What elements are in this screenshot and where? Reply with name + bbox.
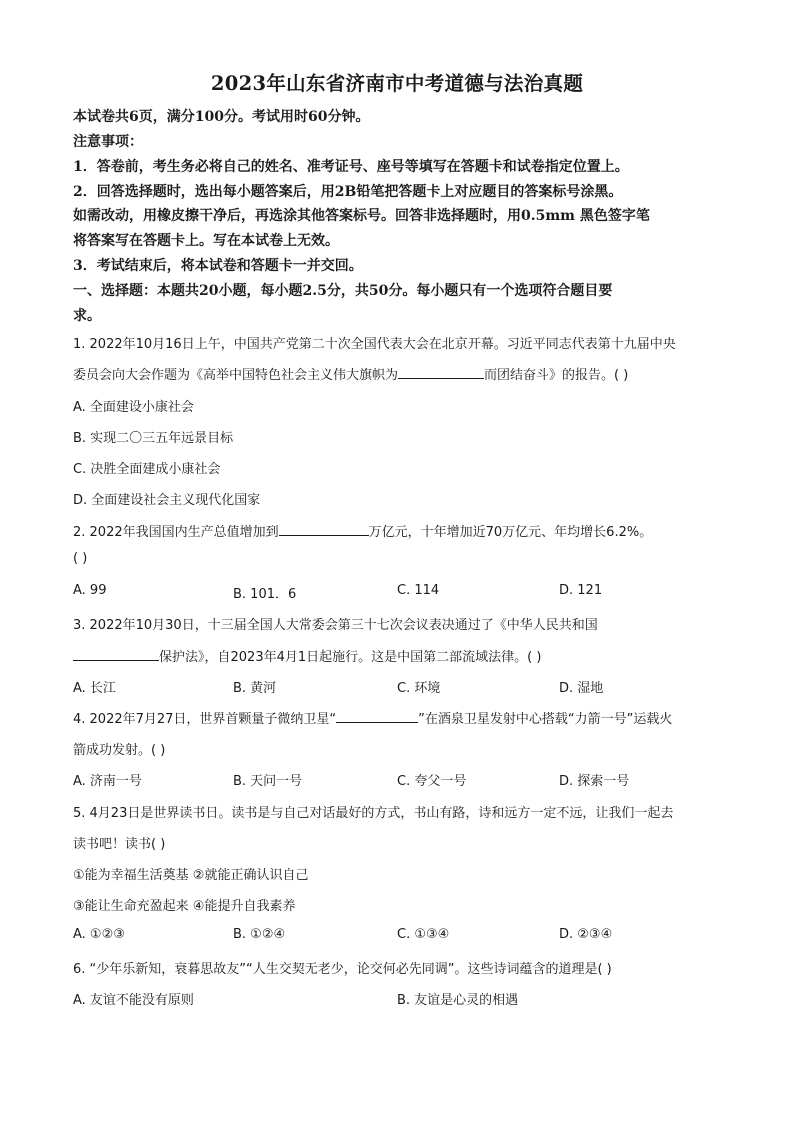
- q3-answer-blank: [73, 648, 159, 661]
- q2-stem-part-2: 万亿元，十年增加近70万亿元、年均增长6.2%。: [368, 525, 653, 540]
- q1-option-c: C. 决胜全面建成小康社会: [73, 462, 221, 477]
- q5-option-c: C. ①③④: [397, 927, 450, 942]
- q4-option-d: D. 探索一号: [559, 774, 630, 789]
- q4-stem-line-2: 箭成功发射。( ): [73, 743, 166, 758]
- q3-option-c: C. 环境: [397, 681, 441, 696]
- q6-option-a: A. 友谊不能没有原则: [73, 993, 194, 1008]
- q3-option-d: D. 湿地: [559, 681, 604, 696]
- notice-2-line-1: 2．回答选择题时，选出每小题答案后，用2B铅笔把答题卡上对应题目的答案标号涂黑。: [73, 184, 623, 200]
- q4-stem-part-1: 4. 2022年7月27日，世界首颗量子微纳卫星“: [73, 712, 337, 727]
- q2-stem-part-1: 2. 2022年我国国内生产总值增加到: [73, 525, 279, 540]
- q4-option-b: B. 天问一号: [233, 774, 303, 789]
- q2-option-d: D. 121: [559, 583, 603, 598]
- q2-stem-line-1: [73, 521, 652, 540]
- q4-stem-line-1: [73, 708, 672, 727]
- q3-stem-line-2: [73, 646, 541, 665]
- q2-answer-blank: [279, 523, 369, 536]
- notice-2-line-3: 将答案写在答题卡上。写在本试卷上无效。: [73, 233, 339, 249]
- q3-option-b: B. 黄河: [233, 681, 277, 696]
- q5-items-line-1: ①能为幸福生活奠基 ②就能正确认识自己: [73, 868, 309, 883]
- q6-stem: 6. “少年乐新知，衰暮思故友”“人生交契无老少，论交何必先同调”。这些诗词蕴含的道理是( ): [73, 962, 612, 977]
- q5-items-line-2: ③能让生命充盈起来 ④能提升自我素养: [73, 899, 296, 914]
- q2-option-c: C. 114: [397, 583, 440, 598]
- q3-option-a: A. 长江: [73, 681, 116, 696]
- q5-stem-line-2: 读书吧！读书( ): [73, 837, 166, 852]
- notice-2-line-2: 如需改动，用橡皮擦干净后，再选涂其他答案标号。回答非选择题时，用0.5mm 黑色签字笔: [73, 208, 650, 224]
- notice-3: 3．考试结束后，将本试卷和答题卡一并交回。: [73, 258, 363, 274]
- q5-option-a: A. ①②③: [73, 927, 125, 942]
- section-heading-line-1: 一、选择题：本题共20小题，每小题2.5分，共50分。每小题只有一个选项符合题目要: [73, 283, 613, 299]
- section-heading-line-2: 求。: [73, 308, 101, 324]
- pages-score-line: 本试卷共6页，满分100分。考试用时60分钟。: [73, 109, 370, 125]
- q1-stem-line-1: 1. 2022年10月16日上午，中国共产党第二十次全国代表大会在北京开幕。习近平同志代表第十九届中央: [73, 337, 676, 352]
- q1-option-b: B. 实现二〇三五年远景目标: [73, 431, 234, 446]
- q5-option-b: B. ①②④: [233, 927, 286, 942]
- q1-stem-part-2: 而团结奋斗》的报告。( ): [484, 368, 629, 383]
- q1-stem-line-2: [73, 364, 628, 383]
- q2-option-b: B. 101．6: [233, 587, 297, 602]
- q1-answer-blank: [398, 366, 484, 379]
- q5-option-d: D. ②③④: [559, 927, 613, 942]
- q2-stem-line-2: ( ): [73, 551, 88, 566]
- notice-title: 注意事项：: [73, 134, 143, 150]
- q4-option-a: A. 济南一号: [73, 774, 142, 789]
- q4-stem-part-2: ”在酒泉卫星发射中心搭载“力箭一号”运载火: [418, 712, 673, 727]
- notice-1: 1．答卷前，考生务必将自己的姓名、准考证号、座号等填写在答题卡和试卷指定位置上。: [73, 159, 629, 175]
- q1-stem-part-1: 委员会向大会作题为《高举中国特色社会主义伟大旗帜为: [73, 368, 399, 383]
- q3-stem-part-2: 保护法》，自2023年4月1日起施行。这是中国第二部流域法律。( ): [159, 650, 542, 665]
- exam-title: 2023年山东省济南市中考道德与法治真题: [210, 72, 584, 95]
- q2-option-a: A. 99: [73, 583, 107, 598]
- q5-stem-line-1: 5. 4月23日是世界读书日。读书是与自己对话最好的方式，书山有路，诗和远方一定不远，让我们一起去: [73, 806, 674, 821]
- q1-option-d: D. 全面建设社会主义现代化国家: [73, 493, 261, 508]
- q4-answer-blank: [336, 710, 418, 723]
- q1-option-a: A. 全面建设小康社会: [73, 400, 194, 415]
- q6-option-b: B. 友谊是心灵的相遇: [397, 993, 519, 1008]
- q4-option-c: C. 夸父一号: [397, 774, 467, 789]
- q3-stem-line-1: 3. 2022年10月30日，十三届全国人大常委会第三十七次会议表决通过了《中华人民共和国: [73, 618, 598, 633]
